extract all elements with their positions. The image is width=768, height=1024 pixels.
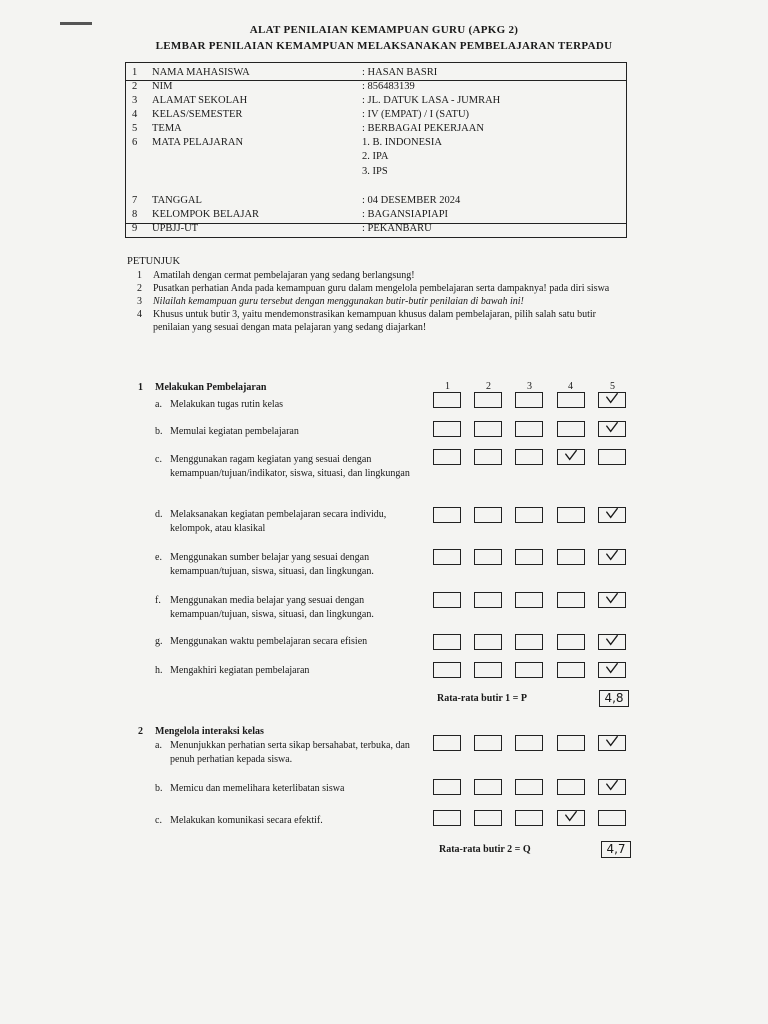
score-checkbox-5[interactable] bbox=[598, 634, 626, 650]
score-checkbox-1[interactable] bbox=[433, 810, 461, 826]
assessment-item bbox=[155, 739, 425, 767]
score-checkbox-2[interactable] bbox=[474, 634, 502, 650]
section-number: 1 bbox=[138, 382, 143, 393]
score-checkbox-5[interactable] bbox=[598, 592, 626, 608]
score-checkbox-1[interactable] bbox=[433, 549, 461, 565]
item-text: Melaksanakan kegiatan pembelajaran secara individu, kelompok, atau klasikal bbox=[170, 509, 387, 534]
score-checkbox-3[interactable] bbox=[515, 735, 543, 751]
document-title: ALAT PENILAIAN KEMAMPUAN GURU (APKG 2) bbox=[249, 24, 519, 36]
instructions-title: PETUNJUK bbox=[127, 256, 181, 267]
identity-number: 9 bbox=[132, 223, 138, 234]
document-subtitle: LEMBAR PENILAIAN KEMAMPUAN MELAKSANAKAN PEMBELAJARAN TERPADU bbox=[155, 40, 613, 52]
average-value-box: 4,7 bbox=[601, 841, 631, 858]
score-checkbox-1[interactable] bbox=[433, 634, 461, 650]
score-checkbox-2[interactable] bbox=[474, 592, 502, 608]
instruction-item: 2 Pusatkan perhatian Anda pada kemampuan guru dalam mengelola pembelajaran serta dampaknya! pada diri siswa bbox=[137, 283, 610, 294]
identity-label: KELAS/SEMESTER bbox=[152, 109, 243, 120]
assessment-item bbox=[155, 814, 425, 828]
score-checkbox-5[interactable] bbox=[598, 421, 626, 437]
score-checkbox-5[interactable] bbox=[598, 662, 626, 678]
identity-value: 2. IPA bbox=[362, 151, 389, 162]
item-letter: f. bbox=[155, 595, 161, 606]
item-text: Mengakhiri kegiatan pembelajaran bbox=[170, 665, 310, 676]
assessment-item bbox=[155, 551, 425, 579]
section-label: Melakukan Pembelajaran bbox=[155, 382, 267, 393]
assessment-item bbox=[155, 782, 425, 796]
item-text: Menunjukkan perhatian serta sikap bersahabat, terbuka, dan penuh perhatian kepada siswa. bbox=[170, 740, 410, 765]
item-text: Memulai kegiatan pembelajaran bbox=[170, 426, 299, 437]
item-letter: a. bbox=[155, 399, 162, 410]
item-text: Memicu dan memelihara keterlibatan siswa bbox=[170, 783, 345, 794]
score-checkbox-4[interactable] bbox=[557, 779, 585, 795]
checkmark-icon bbox=[599, 548, 625, 562]
score-checkbox-1[interactable] bbox=[433, 779, 461, 795]
identity-value: 1. B. INDONESIA bbox=[362, 137, 442, 148]
identity-label: UPBJJ-UT bbox=[152, 223, 199, 234]
score-checkbox-4[interactable] bbox=[557, 549, 585, 565]
identity-number: 8 bbox=[132, 209, 138, 220]
item-letter: c. bbox=[155, 815, 162, 826]
score-checkbox-4[interactable] bbox=[557, 507, 585, 523]
score-checkbox-1[interactable] bbox=[433, 421, 461, 437]
score-checkbox-1[interactable] bbox=[433, 662, 461, 678]
score-checkbox-5[interactable] bbox=[598, 779, 626, 795]
instructions bbox=[127, 256, 627, 334]
score-checkbox-5[interactable] bbox=[598, 810, 626, 826]
score-checkbox-1[interactable] bbox=[433, 507, 461, 523]
checkmark-icon bbox=[599, 391, 625, 405]
checkmark-icon bbox=[599, 420, 625, 434]
score-checkbox-3[interactable] bbox=[515, 662, 543, 678]
average-value-box: 4,8 bbox=[599, 690, 629, 707]
assessment-item bbox=[155, 635, 425, 649]
score-checkbox-5[interactable] bbox=[598, 507, 626, 523]
scale-header: 5 bbox=[610, 381, 615, 392]
score-checkbox-1[interactable] bbox=[433, 735, 461, 751]
score-checkbox-5[interactable] bbox=[598, 735, 626, 751]
item-letter: c. bbox=[155, 454, 162, 465]
instruction-item: 4 Khusus untuk butir 3, yaitu mendemonstrasikan kemampuan khusus dalam pembelajaran, pilih salah satu butir penilaian yang sesuai dengan mata pelajaran yang sedang diajarkan! bbox=[137, 309, 596, 333]
score-checkbox-5[interactable] bbox=[598, 449, 626, 465]
item-text: Menggunakan waktu pembelajaran secara efisien bbox=[170, 636, 368, 647]
item-letter: g. bbox=[155, 636, 163, 647]
scale-header: 1 bbox=[445, 381, 450, 392]
scale-header: 2 bbox=[486, 381, 491, 392]
checkmark-icon bbox=[558, 809, 584, 823]
item-letter: e. bbox=[155, 552, 162, 563]
item-letter: d. bbox=[155, 509, 163, 520]
checkmark-icon bbox=[599, 633, 625, 647]
score-checkbox-2[interactable] bbox=[474, 507, 502, 523]
score-checkbox-5[interactable] bbox=[598, 549, 626, 565]
identity-number: 3 bbox=[132, 95, 138, 106]
instruction-item: 3 Nilailah kemampuan guru tersebut dengan menggunakan butir-butir penilaian di bawah ini! bbox=[137, 296, 524, 307]
identity-label: ALAMAT SEKOLAH bbox=[152, 95, 248, 106]
scale-header: 3 bbox=[527, 381, 532, 392]
identity-value: : PEKANBARU bbox=[362, 223, 432, 234]
score-checkbox-3[interactable] bbox=[515, 507, 543, 523]
identity-value: : BAGANSIAPIAPI bbox=[362, 209, 449, 220]
section-label: Mengelola interaksi kelas bbox=[155, 726, 264, 737]
score-checkbox-3[interactable] bbox=[515, 392, 543, 408]
score-checkbox-2[interactable] bbox=[474, 662, 502, 678]
identity-value: : 856483139 bbox=[362, 81, 415, 92]
score-checkbox-3[interactable] bbox=[515, 449, 543, 465]
identity-value: : 04 DESEMBER 2024 bbox=[362, 195, 461, 206]
score-checkbox-2[interactable] bbox=[474, 810, 502, 826]
score-checkbox-2[interactable] bbox=[474, 392, 502, 408]
identity-number: 6 bbox=[132, 137, 138, 148]
item-letter: h. bbox=[155, 665, 163, 676]
assessment-item bbox=[155, 508, 425, 536]
score-checkbox-3[interactable] bbox=[515, 549, 543, 565]
checkmark-icon bbox=[599, 591, 625, 605]
item-letter: a. bbox=[155, 740, 162, 751]
score-checkbox-4[interactable] bbox=[557, 735, 585, 751]
document-header bbox=[0, 24, 768, 52]
score-checkbox-2[interactable] bbox=[474, 449, 502, 465]
score-checkbox-4[interactable] bbox=[557, 634, 585, 650]
identity-label: NAMA MAHASISWA bbox=[152, 67, 250, 78]
score-checkbox-3[interactable] bbox=[515, 810, 543, 826]
identity-number: 4 bbox=[132, 109, 138, 120]
assessment-item bbox=[155, 594, 425, 622]
identity-number: 2 bbox=[132, 81, 138, 92]
item-text: Menggunakan media belajar yang sesuai dengan kemampuan/tujuan, siswa, situasi, dan lingkungan. bbox=[170, 595, 374, 620]
score-checkbox-1[interactable] bbox=[433, 449, 461, 465]
average-label: Rata-rata butir 2 = Q bbox=[439, 844, 531, 855]
identity-value: : BERBAGAI PEKERJAAN bbox=[362, 123, 484, 134]
identity-value: : HASAN BASRI bbox=[362, 67, 438, 78]
item-letter: b. bbox=[155, 783, 163, 794]
table-divider bbox=[126, 223, 626, 224]
score-checkbox-3[interactable] bbox=[515, 779, 543, 795]
item-text: Menggunakan sumber belajar yang sesuai dengan kemampuan/tujuan, siswa, situasi, dan lingkungan. bbox=[170, 552, 374, 577]
assessment-item bbox=[155, 453, 425, 481]
identity-value: : IV (EMPAT) / I (SATU) bbox=[362, 109, 470, 120]
score-checkbox-4[interactable] bbox=[557, 662, 585, 678]
checkmark-icon bbox=[599, 661, 625, 675]
identity-label: TEMA bbox=[152, 123, 182, 134]
item-text: Melakukan komunikasi secara efektif. bbox=[170, 815, 323, 826]
identity-table bbox=[125, 62, 627, 238]
identity-value: 3. IPS bbox=[362, 166, 388, 177]
identity-label: NIM bbox=[152, 81, 173, 92]
identity-number: 7 bbox=[132, 195, 138, 206]
identity-label: TANGGAL bbox=[152, 195, 202, 206]
score-checkbox-1[interactable] bbox=[433, 592, 461, 608]
identity-value: : JL. DATUK LASA - JUMRAH bbox=[362, 95, 501, 106]
checkmark-icon bbox=[599, 734, 625, 748]
score-checkbox-3[interactable] bbox=[515, 592, 543, 608]
scale-header: 4 bbox=[568, 381, 573, 392]
assessment-item bbox=[155, 398, 425, 412]
score-checkbox-2[interactable] bbox=[474, 549, 502, 565]
average-label: Rata-rata butir 1 = P bbox=[437, 693, 527, 704]
checkmark-icon bbox=[599, 778, 625, 792]
score-checkbox-4[interactable] bbox=[557, 449, 585, 465]
checkmark-icon bbox=[599, 506, 625, 520]
identity-number: 5 bbox=[132, 123, 138, 134]
item-text: Melakukan tugas rutin kelas bbox=[170, 399, 284, 410]
section-number: 2 bbox=[138, 726, 143, 737]
score-checkbox-3[interactable] bbox=[515, 421, 543, 437]
score-checkbox-5[interactable] bbox=[598, 392, 626, 408]
assessment-item bbox=[155, 664, 425, 678]
score-checkbox-3[interactable] bbox=[515, 634, 543, 650]
score-checkbox-4[interactable] bbox=[557, 392, 585, 408]
identity-label: MATA PELAJARAN bbox=[152, 137, 244, 148]
score-checkbox-2[interactable] bbox=[474, 779, 502, 795]
score-checkbox-2[interactable] bbox=[474, 735, 502, 751]
item-letter: b. bbox=[155, 426, 163, 437]
checkmark-icon bbox=[558, 448, 584, 462]
assessment-item bbox=[155, 425, 425, 439]
score-checkbox-4[interactable] bbox=[557, 592, 585, 608]
score-checkbox-1[interactable] bbox=[433, 392, 461, 408]
identity-number: 1 bbox=[132, 67, 138, 78]
identity-label: KELOMPOK BELAJAR bbox=[152, 209, 260, 220]
item-text: Menggunakan ragam kegiatan yang sesuai dengan kemampuan/tujuan/indikator, siswa, situasi, dan lingkungan bbox=[170, 454, 410, 479]
instruction-item: 1 Amatilah dengan cermat pembelajaran yang sedang berlangsung! bbox=[137, 270, 415, 281]
score-checkbox-4[interactable] bbox=[557, 810, 585, 826]
score-checkbox-2[interactable] bbox=[474, 421, 502, 437]
score-checkbox-4[interactable] bbox=[557, 421, 585, 437]
table-divider bbox=[126, 80, 626, 81]
